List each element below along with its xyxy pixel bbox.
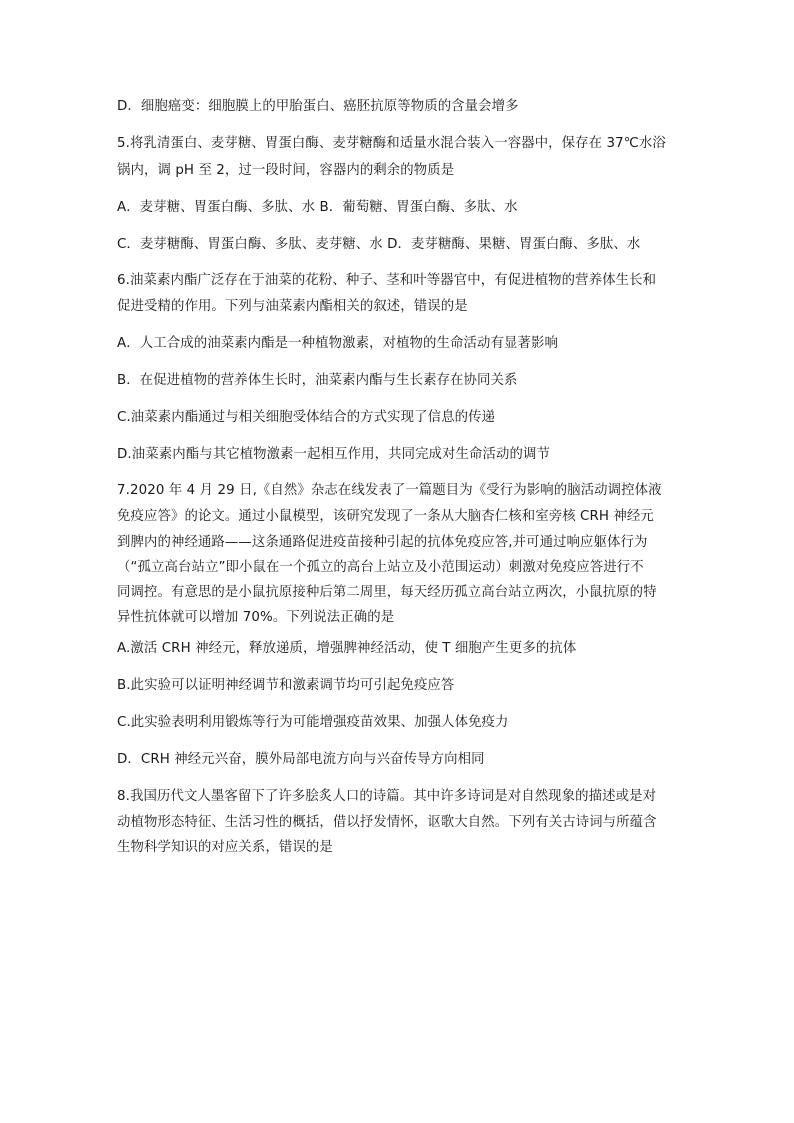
question-5-options-ab: A．麦芽糖、胃蛋白酶、多肽、水 B．葡萄糖、胃蛋白酶、多肽、水	[117, 200, 518, 215]
question-6-option-c: C.油菜素内酯通过与相关细胞受体结合的方式实现了信息的传递	[117, 410, 496, 425]
question-6-option-d: D.油菜素内酯与其它植物激素一起相互作用，共同完成对生命活动的调节	[117, 447, 550, 462]
question-6-stem-line-2: 促进受精的作用。下列与油菜素内酯相关的叙述，错误的是	[117, 299, 468, 314]
question-8-stem-line-1: 8.我国历代文人墨客留下了许多脍炙人口的诗篇。其中许多诗词是对自然现象的描述或是对	[117, 789, 657, 804]
option-4d: D．细胞癌变：细胞膜上的甲胎蛋白、癌胚抗原等物质的含量会增多	[117, 99, 519, 114]
question-7-option-d: D．CRH 神经元兴奋，膜外局部电流方向与兴奋传导方向相同	[117, 752, 485, 767]
question-7-stem-line-1: 7.2020 年 4 月 29 日,《自然》杂志在线发表了一篇题目为《受行为影响的脑活动调控体液	[117, 483, 662, 498]
question-7-option-a: A.激活 CRH 神经元，释放递质，增强脾神经活动，使 T 细胞产生更多的抗体	[117, 641, 577, 656]
question-8-stem-line-2: 动植物形态特征、生活习性的概括，借以抒发情怀，讴歌大自然。下列有关古诗词与所蕴含	[117, 815, 657, 830]
question-8-stem-line-3: 生物科学知识的对应关系，错误的是	[117, 840, 333, 855]
question-7-stem-line-2: 免疫应答》的论文。通过小鼠模型，该研究发现了一条从大脑杏仁核和室旁核 CRH 神经元	[117, 509, 654, 524]
question-6-stem-line-1: 6.油菜素内酯广泛存在于油菜的花粉、种子、茎和叶等器官中，有促进植物的营养体生长和	[117, 273, 657, 288]
question-6-option-b: B．在促进植物的营养体生长时，油菜素内酯与生长素存在协同关系	[117, 373, 518, 388]
question-5-stem-line-2: 锅内，调 pH 至 2，过一段时间，容器内的剩余的物质是	[117, 163, 455, 178]
question-7-stem-line-6: 异性抗体就可以增加 70%。下列说法正确的是	[117, 610, 395, 625]
question-7-stem-line-4: （“孤立高台站立”即小鼠在一个孤立的高台上站立及小范围运动）刺激对免疫应答进行不	[117, 560, 644, 575]
question-7-option-c: C.此实验表明利用锻炼等行为可能增强疫苗效果、加强人体免疫力	[117, 715, 509, 730]
question-7-stem-line-5: 同调控。有意思的是小鼠抗原接种后第二周里，每天经历孤立高台站立两次，小鼠抗原的特	[117, 585, 657, 600]
question-7-option-b: B.此实验可以证明神经调节和激素调节均可引起免疫应答	[117, 678, 455, 693]
question-5-options-cd: C．麦芽糖酶、胃蛋白酶、多肽、麦芽糖、水 D．麦芽糖酶、果糖、胃蛋白酶、多肽、水	[117, 237, 641, 252]
question-6-option-a: A．人工合成的油菜素内酯是一种植物激素，对植物的生命活动有显著影响	[117, 336, 558, 351]
question-5-stem-line-1: 5.将乳清蛋白、麦芽糖、胃蛋白酶、麦芽糖酶和适量水混合装入一容器中，保存在 37℃水浴	[117, 136, 666, 151]
question-7-stem-line-3: 到脾内的神经通路——这条通路促进疫苗接种引起的抗体免疫应答,并可通过响应躯体行为	[117, 535, 648, 550]
